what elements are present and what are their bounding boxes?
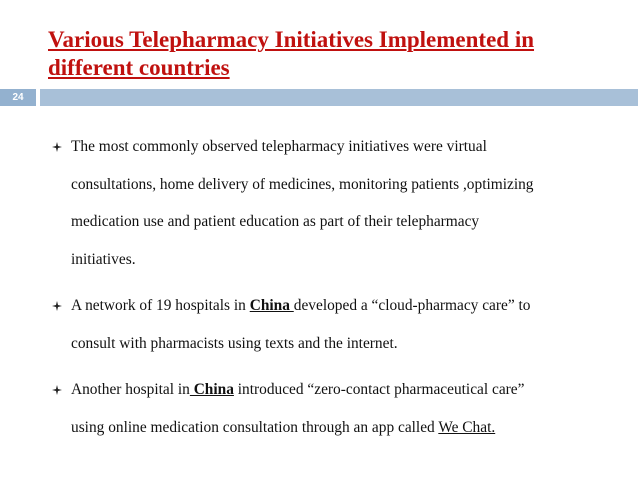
bullet-3-line-1 bbox=[71, 371, 622, 409]
diamond-bullet-icon bbox=[52, 385, 62, 395]
country-link-china-2[interactable]: China bbox=[189, 381, 234, 398]
bullet-1-line-2: consultations, home delivery of medicines, monitoring patients ,optimizing bbox=[71, 175, 534, 193]
bullet-2-text-post: developed a “cloud-pharmacy care” to bbox=[293, 297, 531, 314]
bullet-1-line-4: initiatives. bbox=[71, 250, 136, 268]
bullet-3-text-post: introduced “zero-contact pharmaceutical care” bbox=[233, 381, 525, 398]
bullet-2-line-2: consult with pharmacists using texts and the internet. bbox=[71, 334, 398, 352]
bullet-2-text-pre: A network of 19 hospitals in bbox=[71, 297, 250, 314]
diamond-bullet-icon bbox=[52, 142, 62, 152]
bullet-item-2 bbox=[52, 287, 622, 362]
bullet-1-line-1: The most commonly observed telepharmacy initiatives were virtual bbox=[71, 138, 487, 155]
header-divider-bar bbox=[40, 89, 638, 106]
bullet-2-line-1 bbox=[71, 287, 622, 325]
title-line-2: different countries bbox=[48, 55, 230, 80]
bullet-item-1 bbox=[52, 128, 622, 278]
bullet-3-line-2-text: using online medication consultation through an app called bbox=[71, 418, 439, 436]
page-number: 24 bbox=[0, 89, 36, 106]
slide-title bbox=[48, 26, 608, 82]
wechat-link[interactable]: We Chat. bbox=[438, 418, 496, 436]
bullet-1-line-3: medication use and patient education as part of their telepharmacy bbox=[71, 213, 480, 230]
diamond-bullet-icon bbox=[52, 301, 62, 311]
bullet-list bbox=[52, 128, 622, 446]
bullet-item-3 bbox=[52, 371, 622, 446]
bullet-3-line-2 bbox=[71, 409, 622, 447]
title-line-1: Various Telepharmacy Initiatives Implemented in bbox=[48, 27, 535, 52]
country-link-china[interactable]: China bbox=[249, 297, 294, 314]
bullet-3-text-pre: Another hospital in bbox=[71, 381, 190, 398]
